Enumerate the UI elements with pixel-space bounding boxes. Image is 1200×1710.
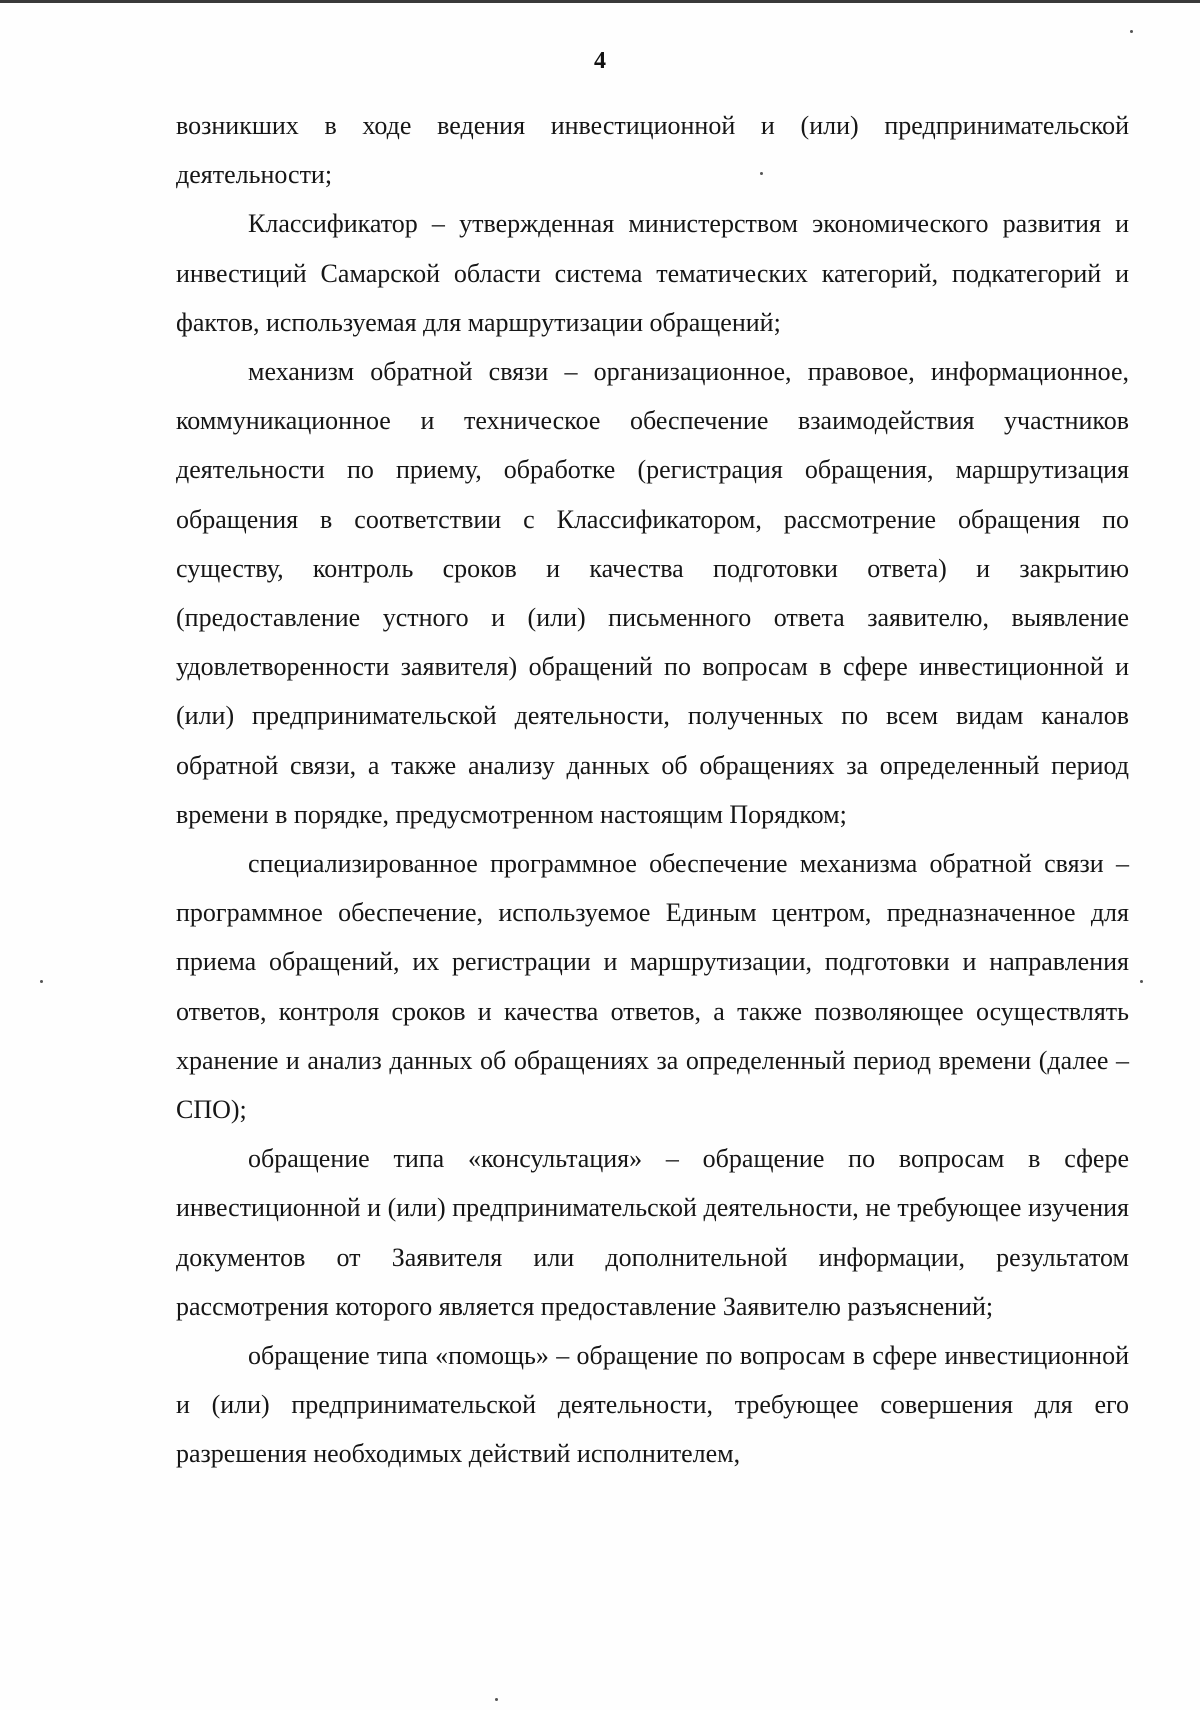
paragraph-consultation-definition: обращение типа «консультация» – обращение по вопросам в сфере инвестиционной и (или) предпринимательской деятельности, не требующее изучения документов от Заявителя или дополнительной информации, результатом рассмотрения которого является предоставление Заявителю разъяснений; xyxy=(176,1144,1129,1321)
scan-speck xyxy=(1140,980,1143,983)
paragraph-spo-definition: специализированное программное обеспечение механизма обратной связи – программное обеспечение, используемое Единым центром, предназначенное для приема обращений, их регистрации и маршрутизации, подготовки и направления ответов, контроля сроков и качества ответов, а также позволяющее осуществлять хранение и анализ данных об обращениях за определенный период времени (далее – СПО); xyxy=(176,849,1129,1125)
paragraph-continuation: возникших в ходе ведения инвестиционной и (или) предпринимательской деятельности; xyxy=(176,111,1129,190)
scan-speck xyxy=(1130,30,1133,33)
page-number: 4 xyxy=(594,48,606,74)
paragraph-feedback-mechanism-definition: механизм обратной связи – организационное, правовое, информационное, коммуникационное и техническое обеспечение взаимодействия участников деятельности по приему, обработке (регистрация обращения, маршрутизация обращения в соответствии с Классификатором, рассмотрение обращения по существу, контроль сроков и качества подготовки ответа) и закрытию (предоставление устного и (или) письменного ответа заявителю, выявление удовлетворенности заявителя) обращений по вопросам в сфере инвестиционной и (или) предпринимательской деятельности, полученных по всем видам каналов обратной связи, а также анализу данных об обращениях за определенный период времени в порядке, предусмотренном настоящим Порядком; xyxy=(176,357,1129,829)
scan-speck xyxy=(40,980,43,983)
scan-speck xyxy=(495,1698,498,1701)
scan-top-edge xyxy=(0,0,1200,3)
paragraph-help-definition: обращение типа «помощь» – обращение по вопросам в сфере инвестиционной и (или) предпринимательской деятельности, требующее совершения для его разрешения необходимых действий исполнителем, xyxy=(176,1341,1129,1469)
paragraph-classifier-definition: Классификатор – утвержденная министерством экономического развития и инвестиций Самарской области система тематических категорий, подкатегорий и фактов, используемая для маршрутизации обращений; xyxy=(176,209,1129,337)
scan-speck xyxy=(760,172,763,175)
document-body xyxy=(176,101,1129,1479)
